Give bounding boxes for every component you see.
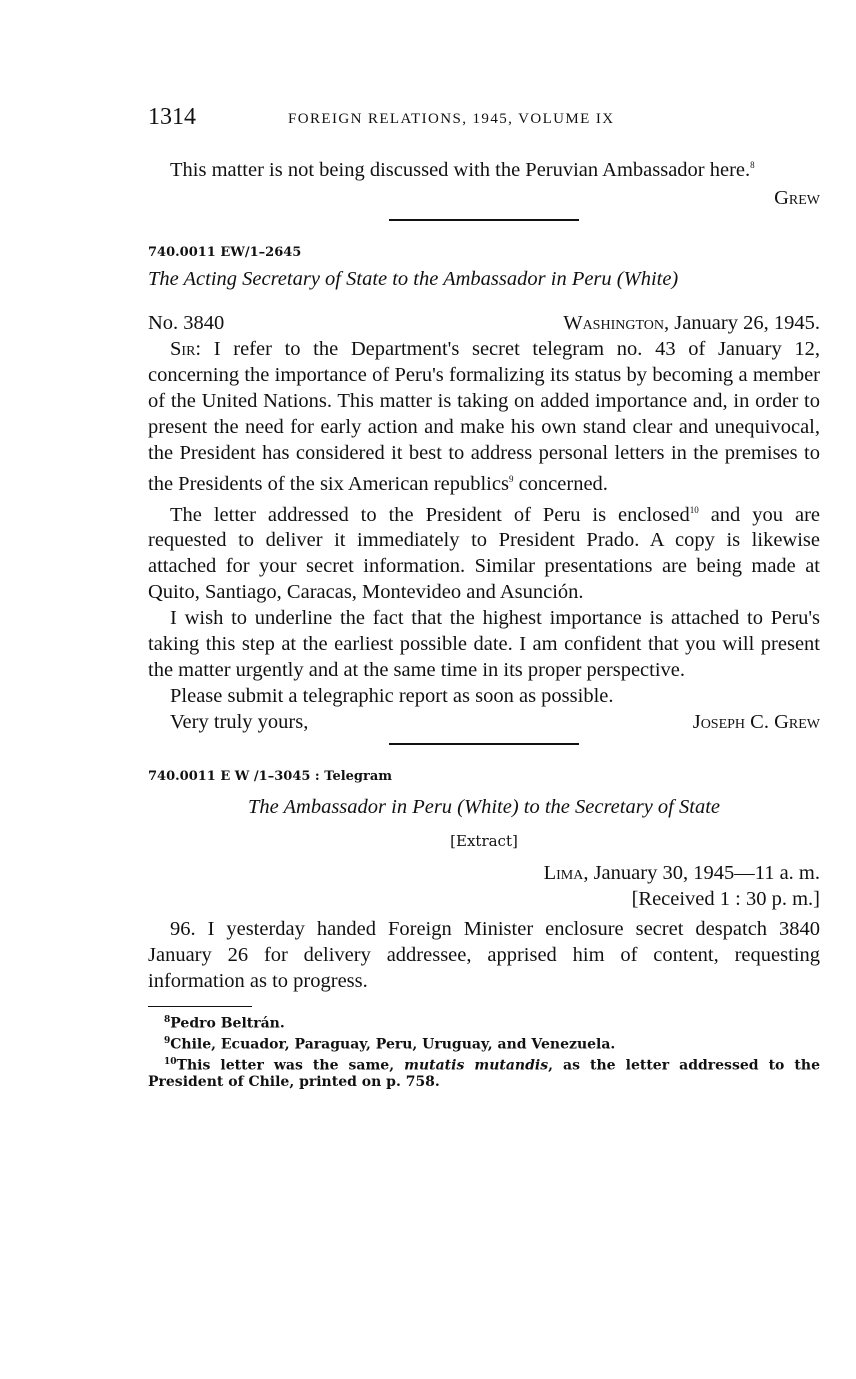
paragraph: Please submit a telegraphic report as soon as possible. — [170, 685, 614, 708]
place-date: Lima, January 30, 1945—11 a. m. — [543, 862, 820, 885]
document-page — [148, 104, 820, 1091]
closing-line — [148, 709, 820, 735]
despatch-number: No. 3840 — [148, 311, 225, 334]
footnote-ref: 10 — [689, 504, 699, 515]
salutation: Sir — [170, 337, 196, 360]
footnote: $^8$Pedro Beltrán. — [164, 1015, 285, 1033]
footnote-ref: 9 — [508, 473, 514, 484]
running-title: FOREIGN RELATIONS, 1945, VOLUME IX — [288, 111, 615, 127]
paragraph: 96. I yesterday handed Foreign Minister enclosure secret despatch 3840 January 26 for delivery addressee, apprised him of content, requesting information as to progress. — [148, 918, 820, 993]
footnote: $^9$Chile, Ecuador, Paraguay, Peru, Uruguay, and Venezuela. — [164, 1036, 616, 1053]
paragraph: The letter addressed to the President of Peru is enclosed$^{10}$ and you are requested to deliver it immediately to President Prado. A copy is likewise attached for your secret information. Similar presentations are being made at Quito, Santiago, Caracas, Montevideo and Asunción. — [148, 503, 820, 604]
footnote-divider — [148, 1006, 252, 1007]
paragraph: Sir: I refer to the Department's secret telegram no. 43 of January 12, concerning the importance of Peru's formalizing its status by becoming a member of the United Nations. This matter is taking on added importance and, in order to present the need for early action and make his own stand clear and unequivocal, the President has considered it best to address personal letters in the premises to the Presidents of the six American republics$^9$ concerned. — [148, 337, 820, 495]
received-time: [Received 1 : 30 p. m.] — [631, 888, 820, 911]
signature: Grew — [774, 186, 820, 209]
closing: Very truly yours, — [170, 711, 309, 734]
document-heading: The Acting Secretary of State to the Ambassador in Peru (White) — [148, 267, 679, 290]
divider — [389, 219, 579, 221]
extract-label: [Extract] — [450, 832, 518, 851]
signature: Joseph C. Grew — [692, 711, 820, 734]
continued-paragraph: This matter is not being discussed with the Peruvian Ambassador here.$^8$ — [170, 158, 755, 181]
divider — [389, 743, 579, 745]
file-number: 740.0011 EW/1–2645 — [148, 244, 302, 260]
page-number: 1314 — [148, 104, 196, 130]
file-number: 740.0011 E W /1–3045 : Telegram — [148, 769, 393, 785]
place-date: Washington, January 26, 1945. — [563, 311, 820, 334]
footnote-ref: 8 — [750, 160, 755, 170]
footnote: $^{10}$This letter was the same, mutatis mutandis, as the letter addressed to the President of Chile, printed on p. 758. — [148, 1056, 820, 1091]
dateline — [148, 310, 820, 336]
document-heading: The Ambassador in Peru (White) to the Secretary of State — [248, 796, 720, 819]
page-header — [148, 104, 820, 138]
paragraph: I wish to underline the fact that the highest importance is attached to Peru's taking this step at the earliest possible date. I am confident that you will present the matter urgently and at the same time in its proper perspective. — [148, 607, 820, 682]
